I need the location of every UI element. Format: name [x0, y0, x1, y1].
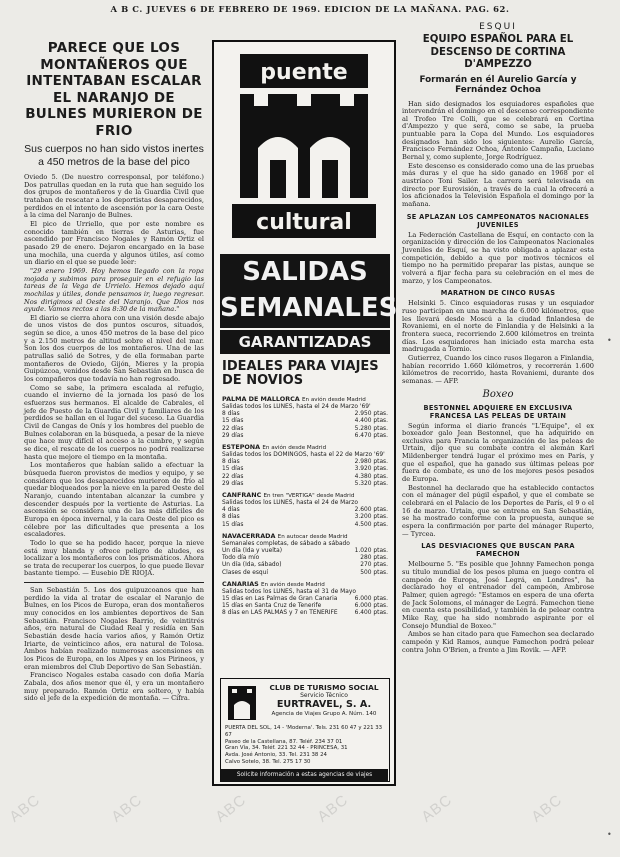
watermark: ABC	[314, 791, 352, 826]
route-sub: Salidas todos los LUNES, hasta el 24 de Marzo '69'	[222, 404, 371, 410]
watermark: ABC	[212, 791, 250, 826]
section-esqui: ESQUI	[479, 22, 517, 32]
article-paragraph: Oviedo 5. (De nuestro corresponsal, por teléfono.) Dos patrullas quedan en la ruta que han seguido los dos grupos de montañeros y de la Guardia Civil que trataban de rescatar a los deportistas desaparecidos, perdidos en el intento de ascensión por la cara Oeste a la cima del Naranjo de Bulnes.	[24, 173, 204, 220]
club-title: CLUB DE TURISMO SOCIAL	[269, 683, 379, 692]
watermark: ABC	[528, 791, 566, 826]
route-dest: PALMA DE MALLORCA	[222, 395, 300, 403]
article-paragraph: Helsinki 5. Cinco esquiadoras rusas y un esquiador ruso participan en una marcha de 6.000 kilómetros, que les llevará desde Moscú a la ciudad finlandesa de Rovaniemi, en el norte de Finlandia y de Helsinki a la frontera sueca, recorriendo 2.600 kilómetros en treinta días. Los esquiadores han iniciado esta marcha esta madrugada a Tornio.	[402, 299, 594, 354]
ad-frame	[212, 40, 396, 786]
price-row: 22 días 4.380 ptas.	[222, 473, 388, 480]
section-heading: LAS DESVIACIONES QUE BUSCAN PARA FAMECHON	[421, 542, 575, 559]
price-row: Un día (Ida, sábado) 270 ptas.	[222, 562, 388, 569]
right-column	[402, 22, 594, 655]
price-row: 8 días 3.200 ptas.	[222, 514, 388, 521]
section-heading: MARATHON DE CINCO RUSAS	[440, 289, 556, 298]
logo-word-top: puente	[260, 60, 348, 85]
route-note: En avión desde Madrid	[302, 397, 366, 403]
price-row: 29 días 5.320 ptas.	[222, 480, 388, 487]
route-note: En autocar desde Madrid	[277, 533, 348, 540]
article-paragraph: Melbourne 5. "Es posible que Johnny Famechon ponga su título mundial de los pesos pluma en juego contra el campeón de Europa, José Legrá, en Londres", ha declarado hoy el entrenador del campeón, Ambrose Palmer, quien agregó: "Estamos en espera de una oferta de Jack Solomons, el mánager de Legrá. Famechon tiene en cuenta esta posibilidad, y también la de pelear contra Mike Ray, que ha sido nombrado aspirante por el Consejo Mundial de Boxeo."	[402, 560, 594, 630]
route-note: En tren "VERTIGA" desde Madrid	[263, 493, 355, 500]
article-paragraph: Todo lo que se ha podido hacer, porque la nieve está muy blanda y ofrece peligro de aludes, es localizar a los montañeros con los prismáticos. Ahora se trata de recuperar los cuerpos, lo que puede llevar bastante tiempo. — Eusebio DE RIOJA.	[24, 538, 204, 578]
address-line: Calvo Sotelo, 38. Tel. 275 17 30	[225, 758, 311, 765]
article-paragraph: La Federación Castellana de Esquí, en contacto con la organización y dirección de los Campeonatos Nacionales Juveniles de Esquí, se ha visto obligada a aplazar esta competición, debido a que por motivos técnicos el tiempo no ha permitido preparar las pistas, aunque se volverá a fijar fecha para su celebración en el mes de marzo, y los Campeonatos.	[402, 230, 594, 285]
article-paragraph: Gutierrez, Cuando los cinco rusos llegaron a Finlandia, habían recorrido 1.660 kilómetros, y recorrerán 1.600 kilómetros de recorrido, hasta Rovaniemi, durante dos semanas. — AFP.	[402, 353, 594, 385]
price-row: 8 días 2.980 ptas.	[222, 459, 388, 466]
watermark: ABC	[6, 791, 44, 826]
route-sub: Semanales completas, de sábado a sábado	[222, 540, 350, 547]
article-paragraph: El diario se cierra ahora con una visión desde abajo de unos vistos de dos puntos oscuros, situados, según se dice, a unos 450 metros de la base del pico y a 2.150 metros de altitud sobre el nivel del mar. Son los dos cuerpos de los montañeros. Una de las patrullas salió de Sotres, y de ella formaban parte montañeros de Oviedo, Gijón, Mieres y la propia Guipúzcoa, venidos desde San Sebastián en busca de los compañeros que todavía no han regresado.	[24, 313, 204, 384]
price-row: 22 días 5.280 ptas.	[222, 425, 388, 432]
route-dest: CANARIAS	[222, 579, 259, 588]
watermark: ABC	[418, 791, 456, 826]
article-paragraph: Han sido designados los esquiadores españoles que intervendrán el domingo en el descenso correspondiente al Trofeo Tre Colli, que se celebrará en Cortina d'Ampezzo y que será, como se sabe, la prueba puntuable para la Copa del Mundo. Los esquiadores designados han sido los siguientes: Aurelio García, Francisco Fernández Ochoa, Antonio Campaña, Luciano Bernal y, como suplente, Jorge Rodríguez.	[402, 99, 594, 162]
route-dest: ESTEPONA	[222, 443, 261, 452]
route-sub: Salidas todos los DOMINGOS, hasta el 22 de Marzo '69'	[222, 452, 385, 459]
club-sub: Servicio Técnico	[300, 692, 348, 699]
address-line: Paseo de la Castellana, 87. Teléf. 234 37 01	[225, 738, 343, 745]
article-paragraph: Este descenso es considerado como una de las pruebas más duras y el que ha sido ganado en 1968 por el austríaco Toni Sailer. La carrera será televisada en directo por Eurovisión, a través de la cual la ofrecerá a los aficionados la Televisión Española el domingo por la mañana.	[402, 161, 594, 209]
route-sub: Salidas todos los LUNES, hasta el 24 de Marzo	[222, 500, 358, 507]
price-row: 4 días 2.600 ptas.	[222, 507, 388, 514]
article-paragraph: Bestonnel ha declarado que ha establecido contactos con el mánager del púgil español, y que el combate se celebrará en el Palacio de los Deportes de París, el 9 o el 16 de marzo. Urtain, que se entrena en San Sebastián, se ha mostrado conforme con la propuesta, aunque se espera la confirmación por parte del mánager Ruperto, — Tyrcea.	[402, 483, 594, 538]
price-row: 15 días 3.920 ptas.	[222, 466, 388, 473]
route-note: En avión desde Madrid	[262, 445, 327, 452]
puente-cultural-logo	[224, 48, 384, 248]
ad-ideales: IDEALES PARA VIAJES DE NOVIOS	[222, 359, 379, 388]
ad-headline-1: SALIDAS	[242, 257, 368, 287]
route-palma	[222, 395, 388, 440]
article-paragraph: "29 enero 1969. Hoy hemos llegado con la ropa mojada y subimos para proseguir en el refugio las tareas de la Vega de Urrielo. Hemos dejado aquí mochilas y útiles, donde pensamos ir, luego regresar. Nos dirigimos al Oeste del Naranjo. Que Dios nos ayude. Vamos rectos a las 8:30 de la mañana."	[24, 266, 204, 314]
pinhole-mark: •	[607, 336, 612, 345]
ad-headline-2: SEMANALES	[220, 293, 398, 323]
article-paragraph: Los montañeros que habían salido a efectuar la búsqueda fueron provistos de medios y equipo, y se considera que los desaparecidos murieron de frío al quedar bloqueados por la nieve en la pared Oeste del Naranjo, cuando intentaban alcanzar la cumbre y descender después por la vertiente de Asturias. La ascensión se considera una de las más difíciles de Europa en época invernal, y la cara Oeste del pico es célebre por las dificultades que presenta a los escaladores.	[24, 461, 204, 539]
section-heading: SE APLAZAN LOS CAMPEONATOS NACIONALES JUVENILES	[406, 212, 590, 229]
right-subhead: Formarán en él Aurelio García y Fernández Ochoa	[419, 74, 577, 95]
ad-headline-block	[220, 254, 398, 328]
article-paragraph: San Sebastián 5. Los dos guipuzcoanos que han perdido la vida al tratar de escalar el Naranjo de Bulnes, en los Picos de Europa, eran dos montañeros muy conocidos en los ambientes deportivos de San Sebastián. Francisco Nogales Barrio, de veintitrés años, era natural de Ciudad Real y residía en San Sebastián desde hacía varios años, y Ramón Ortiz Iriarte, de veinticinco años, era natural de Tolosa. Ambos habían realizado numerosas ascensiones en los Picos de Europa, en los Alpes y en los Pirineos, y eran miembros del Club Deportivo de San Sebastián.	[24, 586, 204, 671]
club-footer: Solicite información a estas agencias de viajes	[221, 769, 388, 781]
pinhole-mark: •	[607, 830, 612, 839]
article-paragraph: Francisco Nogales estaba casado con doña María Zabala, dos años menor que él, y era un montañero muy preparado. Ramón Ortiz era soltero, y había sido el jefe de la expedición de montaña. — Cifra.	[24, 671, 204, 703]
price-row: Clases de esquí 500 ptas.	[222, 569, 388, 576]
article-paragraph: Como se sabe, la primera escalada al refugio, cuando el invierno de la jornada los pasó de los esfuerzos sus hermanos. El alcalde de Cabrales, el jefe de Puesto de la Guardia Civil y familiares de los perdidos se hallan en el lugar del suceso. La Guardia Civil de Cangas de Onís y los hombres del pueblo de Bulnes colaboran en la búsqueda, a pesar de la nieve que hace muy difícil el acceso a la cumbre, y según se dice, el rescate de los cuerpos no podrá realizarse hasta que mejore el tiempo en la montaña.	[24, 383, 204, 461]
left-column	[24, 40, 204, 704]
route-canarias	[222, 580, 388, 618]
route-dest: NAVACERRADA	[222, 531, 276, 540]
agency-sub: Agencia de Viajes Grupo A. Núm. 140	[271, 711, 377, 717]
article-paragraph: Según informa el diario francés "L'Equipe", el ex boxeador galo Jean Bestonnel, que ha adquirido en exclusiva para Francia la organización de las peleas de Urtain, dijo que su combate contra el alemán Karl Mildenberger tendrá lugar el próximo mes en París, y que el español, que ha ganado sus últimas peleas por fuera de combate, es uno de los mejores pesos pesados de Europa.	[402, 421, 594, 484]
small-logo-icon	[227, 685, 257, 721]
address-line: Avda. José Antonio, 33. Tel. 231 38 24	[225, 752, 327, 759]
agency-name: EURTRAVEL, S. A.	[276, 699, 372, 710]
route-note: En avión desde Madrid	[261, 581, 325, 588]
price-row: 8 días en LAS PALMAS y 7 en TENERIFE 6.400 ptas.	[222, 610, 388, 617]
route-list	[222, 392, 388, 618]
left-subhead: Sus cuerpos no han sido vistos inertes a 450 metros de la base del pico	[24, 143, 204, 168]
section-heading: BESTONNEL ADQUIERE EN EXCLUSIVA FRANCESA LAS PELEAS DE URTAIN	[423, 403, 573, 420]
route-estepona	[222, 443, 388, 488]
route-sub: Salidas todos los LUNES, hasta el 31 de Mayo	[222, 588, 356, 595]
right-headline: EQUIPO ESPAÑOL PARA EL DESCENSO DE CORTINA D'AMPEZZO	[422, 34, 574, 70]
price-row: 8 días 2.950 ptas.	[222, 411, 388, 418]
route-dest: CANFRANC	[222, 491, 262, 500]
price-row: 15 días 4.500 ptas.	[222, 521, 388, 528]
route-canfranc	[222, 491, 388, 529]
address-line: Gran Vía, 34. Teléf. 221 32 44 - PRINCESA, 31	[225, 745, 348, 752]
price-row: 15 días en Santa Cruz de Tenerife 6.000 ptas.	[222, 603, 388, 610]
left-headline: PARECE QUE LOS MONTAÑEROS QUE INTENTABAN ESCALAR EL NARANJO DE BULNES MURIERON DE FRIO	[25, 40, 203, 139]
section-boxeo: Boxeo	[482, 388, 514, 400]
price-row: 15 días en Las Palmas de Gran Canaria 6.000 ptas.	[222, 596, 388, 603]
address-line: PUERTA DEL SOL, 14 - 'Moderna'. Tels. 231 60 47 y 221 33 67	[225, 725, 383, 738]
divider	[24, 582, 204, 583]
route-navacerrada	[222, 532, 388, 577]
article-paragraph: El pico de Urriello, que por este nombre es conocido también en tierras de Asturias, fue ascendido por Francisco Nogales y Ramón Ortiz el pasado 29 de enero. Dejaron encargado en la base una mochila, una cuerda y algunos útiles, así como un diario en el que se puede leer:	[24, 219, 204, 267]
price-row: 15 días 4.400 ptas.	[222, 418, 388, 425]
page-header: A B C. JUEVES 6 DE FEBRERO DE 1969. EDICION DE LA MAÑANA. PAG. 62.	[110, 4, 510, 14]
price-row: Un día (Ida y vuelta) 1.020 ptas.	[222, 548, 388, 555]
ad-headline-3: GARANTIZADAS	[220, 330, 390, 354]
article-paragraph: Ambos se han citado para que Famechon sea declarado campeón y Kid Ramos, aunque Famechon podrá pelear contra John O'Brien, a frente a Jim Rovik. — AFP.	[402, 630, 594, 654]
club-box	[220, 678, 390, 782]
watermark: ABC	[108, 791, 146, 826]
price-row: Todo día mío 280 ptas.	[222, 555, 388, 562]
price-row: 29 días 6.470 ptas.	[222, 432, 388, 439]
logo-word-bottom: cultural	[256, 210, 352, 235]
